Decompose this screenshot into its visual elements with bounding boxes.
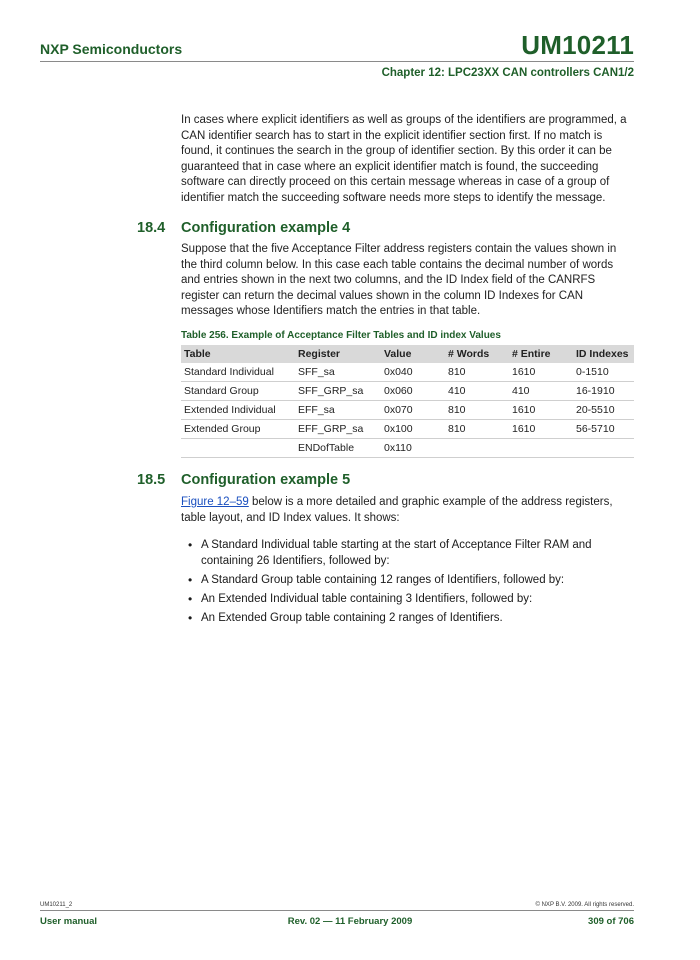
table-cell: Extended Group: [181, 420, 295, 439]
table-cell: EFF_sa: [295, 401, 381, 420]
bullet-icon: •: [188, 611, 193, 626]
table-cell: [445, 439, 509, 458]
bullet-list: [181, 538, 634, 627]
table-cell: SFF_GRP_sa: [295, 382, 381, 401]
col-header: Table: [181, 345, 295, 363]
section-paragraph: Suppose that the five Acceptance Filter address registers contain the values shown in the third column below. In this case each table contains the decimal number of words and entries shown in the next two columns, and the ID Index field of the CANRFS register can return the decimal values shown in the column ID Indexes for CAN messages whose Identifiers match the entries in that table.: [181, 243, 617, 318]
document-id: UM10211: [521, 30, 634, 60]
table-cell: 20-5510: [573, 401, 634, 420]
table-cell: ENDofTable: [295, 439, 381, 458]
table-cell: Extended Individual: [181, 401, 295, 420]
list-item: [181, 573, 634, 589]
table-cell: 0x070: [381, 401, 445, 420]
footer-revision-text: Rev. 02 — 11 February 2009: [287, 916, 413, 927]
list-item-text: An Extended Individual table containing 3 Identifiers, followed by:: [201, 593, 533, 606]
table-row: [181, 382, 634, 401]
chapter-title: Chapter 12: LPC23XX CAN controllers CAN1/2: [381, 67, 634, 79]
col-header: ID Indexes: [573, 345, 634, 363]
table-cell: 810: [445, 363, 509, 382]
table-row: [181, 401, 634, 420]
section-title: Configuration example 5: [181, 472, 351, 488]
table-cell: 1610: [509, 363, 573, 382]
list-item-text: A Standard Group table containing 12 ranges of Identifiers, followed by:: [201, 573, 565, 586]
col-header: Value: [381, 345, 445, 363]
header-divider: [40, 61, 634, 62]
col-header: # Words: [445, 345, 509, 363]
footer-doc-type: User manual: [40, 916, 98, 927]
table-cell: EFF_GRP_sa: [295, 420, 381, 439]
table-cell: SFF_sa: [295, 363, 381, 382]
table-cell: Standard Individual: [181, 363, 295, 382]
bullet-icon: •: [188, 572, 193, 587]
table-cell: [509, 439, 573, 458]
table-cell: 810: [445, 401, 509, 420]
table-cell: 1610: [509, 401, 573, 420]
section-heading-18-4: [137, 220, 350, 236]
paragraph-text: below is a more detailed and graphic example of the address registers, table layout, and ID Index values. It shows:: [181, 496, 613, 524]
table-cell: [181, 439, 295, 458]
section-18-4-body: [181, 242, 634, 320]
list-item-text: A Standard Individual table starting at the start of Acceptance Filter RAM and containing 26 Identifiers, followed by:: [201, 539, 592, 567]
list-item-text: An Extended Group table containing 2 ranges of Identifiers.: [201, 612, 503, 625]
table-cell: 0x100: [381, 420, 445, 439]
table-cell: 16-1910: [573, 382, 634, 401]
acceptance-filter-table: [181, 345, 634, 458]
table-cell: 0x060: [381, 382, 445, 401]
list-item: [181, 611, 634, 627]
table-row: [181, 420, 634, 439]
table-row: [181, 439, 634, 458]
section-18-5-body: [181, 495, 634, 631]
table-cell: Standard Group: [181, 382, 295, 401]
intro-paragraph: In cases where explicit identifiers as well as groups of the identifiers are programmed, a CAN identifier search has to start in the explicit identifier section first. If no match is found, it continues the search in the group of identifier section. By this order it can be guaranteed that in case where an explicit identifier match is found, the succeeding software can directly proceed on this certain message whereas in case of a group of identifier match the succeeding software needs more steps to identify the message.: [181, 114, 627, 204]
table-header-row: [181, 345, 634, 363]
table-row: [181, 363, 634, 382]
section-number: 18.5: [137, 472, 166, 488]
table-cell: 0x110: [381, 439, 445, 458]
table-cell: 410: [445, 382, 509, 401]
table-cell: 810: [445, 420, 509, 439]
table-cell: [573, 439, 634, 458]
table-caption: Table 256. Example of Acceptance Filter Tables and ID index Values: [181, 330, 501, 341]
footer-copyright: © NXP B.V. 2009. All rights reserved.: [535, 902, 634, 908]
bullet-icon: •: [188, 592, 193, 607]
figure-link[interactable]: Figure 12–59: [181, 496, 249, 508]
footer-doc-code: UM10211_2: [40, 902, 73, 908]
col-header: Register: [295, 345, 381, 363]
footer-divider: [40, 910, 634, 911]
section-number: 18.4: [137, 220, 166, 236]
table-cell: 0x040: [381, 363, 445, 382]
table-block: [181, 330, 634, 458]
list-item: [181, 592, 634, 608]
company-name: NXP Semiconductors: [40, 41, 183, 57]
bullet-icon: •: [188, 538, 193, 553]
col-header: # Entire: [509, 345, 573, 363]
table-cell: 0-1510: [573, 363, 634, 382]
list-item: [181, 538, 634, 569]
intro-block: [181, 113, 634, 207]
footer-page-number: 309 of 706: [588, 916, 634, 927]
section-paragraph: [181, 495, 634, 526]
section-heading-18-5: [137, 472, 350, 488]
table-cell: 56-5710: [573, 420, 634, 439]
table-cell: 1610: [509, 420, 573, 439]
section-title: Configuration example 4: [181, 220, 351, 236]
table-cell: 410: [509, 382, 573, 401]
